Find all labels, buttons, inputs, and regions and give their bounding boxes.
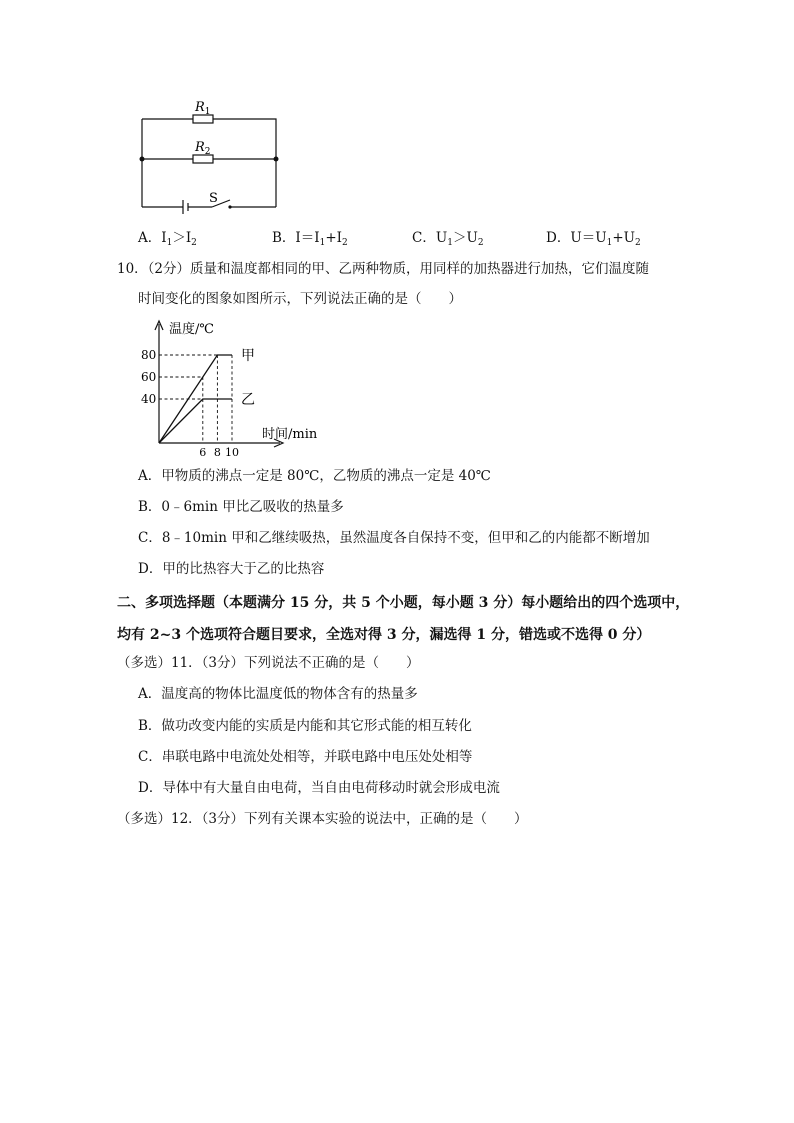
q10-option-d: D．甲的比热容大于乙的比热容 [138, 561, 325, 577]
r1-label: $R_1$ [195, 100, 211, 117]
x-tick-label: 8 [213, 446, 221, 459]
q11-option-b: B．做功改变内能的实质是内能和其它形式能的相互转化 [138, 718, 472, 734]
x-tick-label: 10 [225, 446, 239, 459]
q9-option-d: D．$U=U_1+U_2$ [546, 230, 641, 248]
section2-heading-line2: 均有 2~3 个选项符合题目要求，全选对得 3 分，漏选得 1 分，错选或不选得 0 分） [117, 627, 651, 643]
q9-option-a: A．$I_1>I_2$ [138, 230, 197, 248]
junction-right [274, 157, 279, 162]
y-tick-label: 80 [141, 348, 157, 362]
switch-contact [228, 205, 231, 208]
q12-stem: （多选）12．（3分）下列有关课本实验的说法中，正确的是（ ） [117, 811, 528, 827]
r2-label: $R_2$ [195, 140, 211, 157]
q9-option-b: B．$I=I_1+I_2$ [272, 230, 348, 248]
q10-stem-line1: 10．（2分）质量和温度都相同的甲、乙两种物质，用同样的加热器进行加热，它们温度随 [117, 261, 650, 277]
q10-option-b: B．0﹣6min 甲比乙吸收的热量多 [138, 499, 344, 515]
x-tick-label: 6 [199, 446, 207, 459]
y-tick-label: 60 [141, 370, 157, 384]
q10-stem-line2: 时间变化的图象如图所示，下列说法正确的是（ ） [138, 291, 462, 307]
x-axis-label: 时间/min [262, 427, 318, 442]
q11-stem: （多选）11．（3分）下列说法不正确的是（ ） [117, 655, 420, 671]
y-axis-label: 温度/℃ [169, 322, 214, 337]
q10-option-c: C．8﹣10min 甲和乙继续吸热，虽然温度各自保持不变，但甲和乙的内能都不断增加 [138, 530, 650, 546]
q10-option-a: A．甲物质的沸点一定是 80℃，乙物质的沸点一定是 40℃ [138, 468, 491, 484]
junction-left [140, 157, 145, 162]
series-label-jia: 甲 [241, 348, 255, 364]
series-line-yi [159, 399, 232, 443]
circuit-wire-top-right [213, 119, 276, 159]
q11-option-d: D．导体中有大量自由电荷，当自由电荷移动时就会形成电流 [138, 780, 500, 796]
section2-heading-line1: 二、多项选择题（本题满分 15 分，共 5 个小题，每小题 3 分）每小题给出的四个选项中， [117, 595, 690, 611]
circuit-diagram [130, 96, 290, 216]
series-label-yi: 乙 [241, 392, 255, 408]
q11-option-c: C．串联电路中电流处处相等，并联电路中电压处处相等 [138, 749, 473, 765]
switch-label: S [209, 191, 218, 206]
q9-option-c: C．$U_1>U_2$ [412, 230, 484, 248]
y-tick-label: 40 [141, 392, 157, 406]
temperature-time-graph [135, 316, 335, 461]
q11-option-a: A．温度高的物体比温度低的物体含有的热量多 [138, 686, 418, 702]
